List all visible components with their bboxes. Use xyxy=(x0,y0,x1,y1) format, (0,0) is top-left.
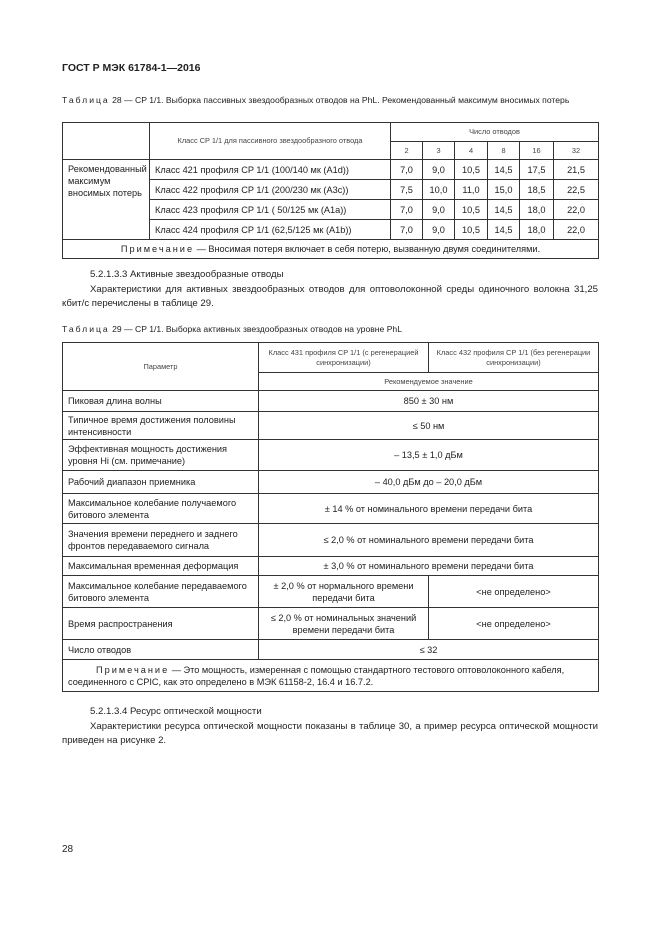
section-heading-5-2-1-3-4: 5.2.1.3.4 Ресурс оптической мощности xyxy=(90,706,262,717)
row-param: Максимальная временная деформация xyxy=(63,557,259,576)
section-paragraph: Характеристики ресурса оптической мощности показаны в таблице 30, а пример ресурса оптической мощности приведен на рисунке 2. xyxy=(62,721,598,746)
table-row xyxy=(63,440,599,471)
row-value: ≤ 32 xyxy=(259,640,599,660)
row-value-432: <не определено> xyxy=(429,608,599,640)
table-row xyxy=(63,391,599,412)
row-value-432: <не определено> xyxy=(429,576,599,608)
row-param: Значения времени переднего и заднего фронтов передаваемого сигнала xyxy=(63,524,259,557)
col-header-recommended: Рекомендуемое значение xyxy=(259,373,599,391)
loss-value: 7,5 xyxy=(391,180,423,200)
table-row xyxy=(63,557,599,576)
table-28-caption xyxy=(62,94,598,106)
section-paragraph: Характеристики для активных звездообразных отводов для оптоволоконной среды одиночного волокна 31,25 кбит/с перечислены в таблице 29. xyxy=(62,284,598,309)
row-value: ± 14 % от номинального времени передачи бита xyxy=(259,494,599,524)
loss-value: 14,5 xyxy=(488,220,520,240)
table-29-note xyxy=(63,660,599,692)
col-header-class: Класс CP 1/1 для пассивного звездообразного отвода xyxy=(150,123,391,160)
col-count: 16 xyxy=(520,142,554,160)
col-header-class-432: Класс 432 профиля CP 1/1 (без регенерации синхронизации) xyxy=(429,343,599,373)
caption-text: 29 — CP 1/1. Выборка активных звездообразных отводов на уровне PhL xyxy=(112,324,402,334)
loss-value: 22,0 xyxy=(554,200,599,220)
table-row xyxy=(63,160,599,180)
col-count: 8 xyxy=(488,142,520,160)
caption-text: 28 — CP 1/1. Выборка пассивных звездообразных отводов на PhL. Рекомендованный максимум вносимых потерь xyxy=(112,95,570,105)
loss-value: 22,5 xyxy=(554,180,599,200)
table-28-note xyxy=(63,240,599,259)
section-heading-5-2-1-3-3: 5.2.1.3.3 Активные звездообразные отводы xyxy=(90,269,284,280)
caption-label: Таблица xyxy=(62,95,110,105)
loss-value: 10,5 xyxy=(455,160,488,180)
loss-value: 7,0 xyxy=(391,160,423,180)
row-param: Максимальное колебание получаемого битового элемента xyxy=(63,494,259,524)
empty-header-cell xyxy=(63,123,150,160)
row-param: Типичное время достижения половины интенсивности xyxy=(63,412,259,440)
row-param: Эффективная мощность достижения уровня Hi (см. примечание) xyxy=(63,440,259,471)
table-29 xyxy=(62,342,599,692)
col-count: 32 xyxy=(554,142,599,160)
row-value: – 40,0 дБм до – 20,0 дБм xyxy=(259,471,599,494)
row-param: Время распространения xyxy=(63,608,259,640)
row-value: ≤ 50 нм xyxy=(259,412,599,440)
note-label: Примечание xyxy=(96,664,170,675)
loss-value: 10,5 xyxy=(455,220,488,240)
loss-value: 7,0 xyxy=(391,220,423,240)
table-29-caption xyxy=(62,323,598,335)
loss-value: 9,0 xyxy=(423,200,455,220)
row-value: ± 3,0 % от номинального времени передачи бита xyxy=(259,557,599,576)
document-header: ГОСТ Р МЭК 61784-1—2016 xyxy=(62,62,201,74)
table-row xyxy=(63,608,599,640)
loss-value: 14,5 xyxy=(488,200,520,220)
class-name: Класс 422 профиля CP 1/1 (200/230 мк (A3c)) xyxy=(150,180,391,200)
loss-value: 22,0 xyxy=(554,220,599,240)
table-row xyxy=(63,576,599,608)
col-count: 2 xyxy=(391,142,423,160)
loss-value: 21,5 xyxy=(554,160,599,180)
class-name: Класс 424 профиля CP 1/1 (62,5/125 мк (A1b)) xyxy=(150,220,391,240)
loss-value: 17,5 xyxy=(520,160,554,180)
col-header-parameter: Параметр xyxy=(63,343,259,391)
note-text: — Вносимая потеря включает в себя потерю, вызванную двумя соединителями. xyxy=(194,244,541,254)
table-row xyxy=(63,524,599,557)
row-value: 850 ± 30 нм xyxy=(259,391,599,412)
row-group-label: Рекомендованный максимум вносимых потерь xyxy=(63,160,150,240)
loss-value: 11,0 xyxy=(455,180,488,200)
table-28 xyxy=(62,122,599,259)
caption-label: Таблица xyxy=(62,324,110,334)
row-value: ≤ 2,0 % от номинального времени передачи бита xyxy=(259,524,599,557)
note-text: — Это мощность, измеренная с помощью стандартного тестового оптоволоконного кабеля, соединенного с CPIC, как это определено в МЭК 61158-2, 16.4 и 16.7.2. xyxy=(68,664,565,687)
row-param: Число отводов xyxy=(63,640,259,660)
row-value-431: ± 2,0 % от нормального времени передачи бита xyxy=(259,576,429,608)
table-row xyxy=(63,412,599,440)
note-label: Примечание xyxy=(120,244,195,254)
page-number: 28 xyxy=(62,844,74,855)
loss-value: 9,0 xyxy=(423,220,455,240)
class-name: Класс 423 профиля CP 1/1 ( 50/125 мк (A1a)) xyxy=(150,200,391,220)
class-name: Класс 421 профиля CP 1/1 (100/140 мк (A1d)) xyxy=(150,160,391,180)
row-param: Пиковая длина волны xyxy=(63,391,259,412)
loss-value: 18,5 xyxy=(520,180,554,200)
row-value: – 13,5 ± 1,0 дБм xyxy=(259,440,599,471)
loss-value: 15,0 xyxy=(488,180,520,200)
col-header-class-431: Класс 431 профиля CP 1/1 (с регенерацией синхронизации) xyxy=(259,343,429,373)
col-header-count: Число отводов xyxy=(391,123,599,142)
loss-value: 18,0 xyxy=(520,220,554,240)
row-param: Максимальное колебание передаваемого битового элемента xyxy=(63,576,259,608)
col-count: 4 xyxy=(455,142,488,160)
col-count: 3 xyxy=(423,142,455,160)
loss-value: 9,0 xyxy=(423,160,455,180)
loss-value: 7,0 xyxy=(391,200,423,220)
loss-value: 18,0 xyxy=(520,200,554,220)
loss-value: 14,5 xyxy=(488,160,520,180)
loss-value: 10,0 xyxy=(423,180,455,200)
row-value-431: ≤ 2,0 % от номинальных значений времени передачи бита xyxy=(259,608,429,640)
table-row xyxy=(63,494,599,524)
loss-value: 10,5 xyxy=(455,200,488,220)
table-row xyxy=(63,471,599,494)
row-param: Рабочий диапазон приемника xyxy=(63,471,259,494)
